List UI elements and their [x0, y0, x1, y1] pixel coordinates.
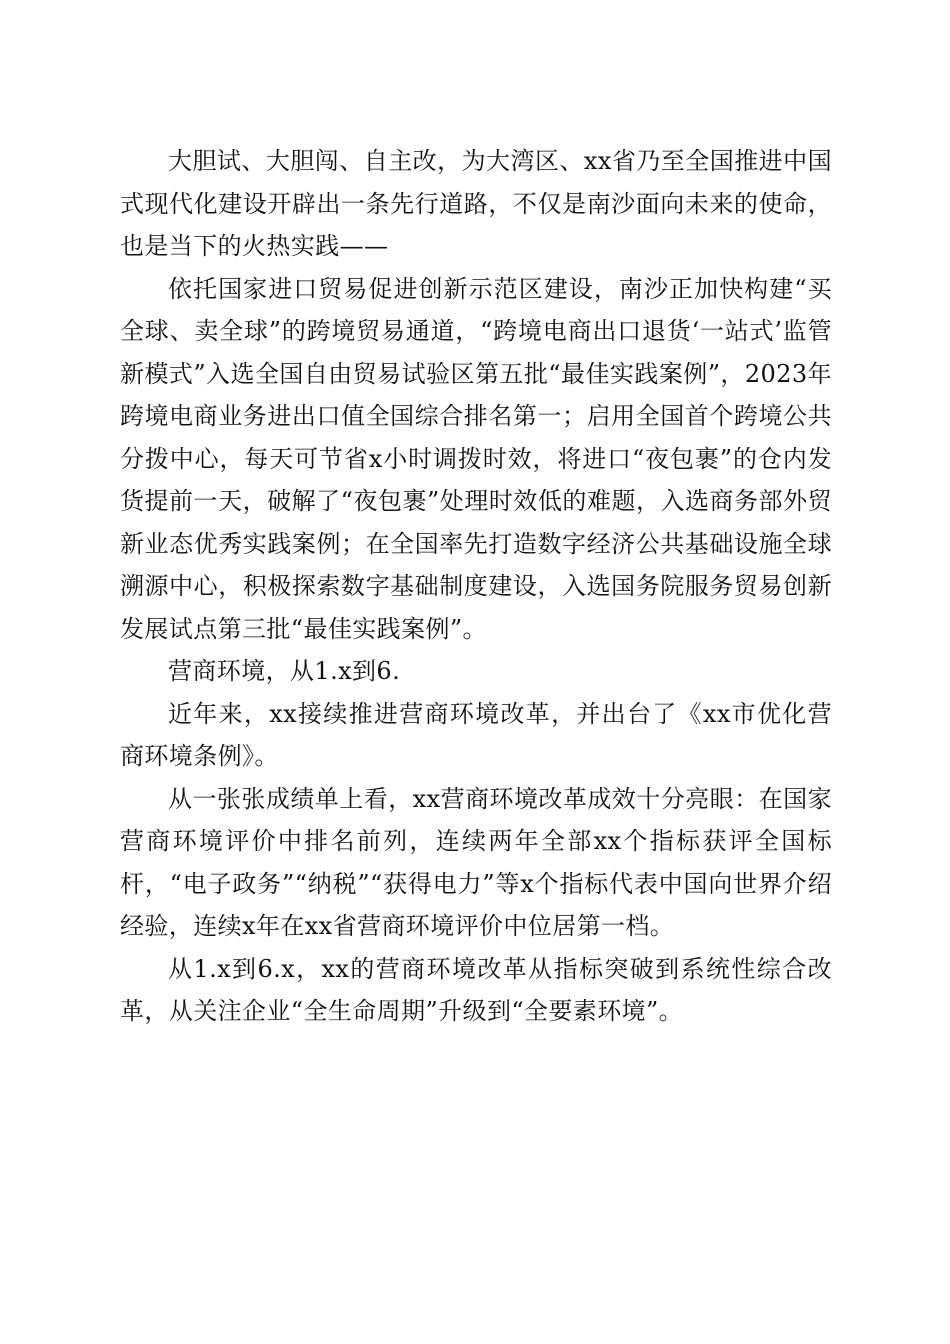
paragraph-3: 营商环境，从1.x到6.: [168, 657, 401, 685]
document-body: [120, 140, 832, 1033]
paragraph-6: 从1.x到6.x，xx的营商环境改革从指标突破到系统性综合改革，从关注企业“全生命周期”升级到“全要素环境”。: [120, 954, 832, 1025]
paragraph-1: 大胆试、大胆闯、自主改，为大湾区、xx省乃至全国推进中国式现代化建设开辟出一条先行道路，不仅是南沙面向未来的使命，也是当下的火热实践——: [120, 147, 832, 260]
paragraph-4: 近年来，xx接续推进营商环境改革，并出台了《xx市优化营商环境条例》。: [120, 699, 832, 770]
paragraph-5: 从一张张成绩单上看，xx营商环境改革成效十分亮眼：在国家营商环境评价中排名前列，连续两年全部xx个指标获评全国标杆，“电子政务”“纳税”“获得电力”等x个指标代表中国向世界介绍经验，连续x年在xx省营商环境评价中位居第一档。: [120, 784, 832, 940]
paragraph-2: 依托国家进口贸易促进创新示范区建设，南沙正加快构建“买全球、卖全球”的跨境贸易通道，“跨境电商出口退货‘一站式’监管新模式”入选全国自由贸易试验区第五批“最佳实践案例”，2023年跨境电商业务进出口值全国综合排名第一；启用全国首个跨境公共分拨中心，每天可节省x小时调拨时效，将进口“夜包裹”的仓内发货提前一天，破解了“夜包裹”处理时效低的难题，入选商务部外贸新业态优秀实践案例；在全国率先打造数字经济公共基础设施全球溯源中心，积极探索数字基础制度建设，入选国务院服务贸易创新发展试点第三批“最佳实践案例”。: [120, 274, 832, 643]
